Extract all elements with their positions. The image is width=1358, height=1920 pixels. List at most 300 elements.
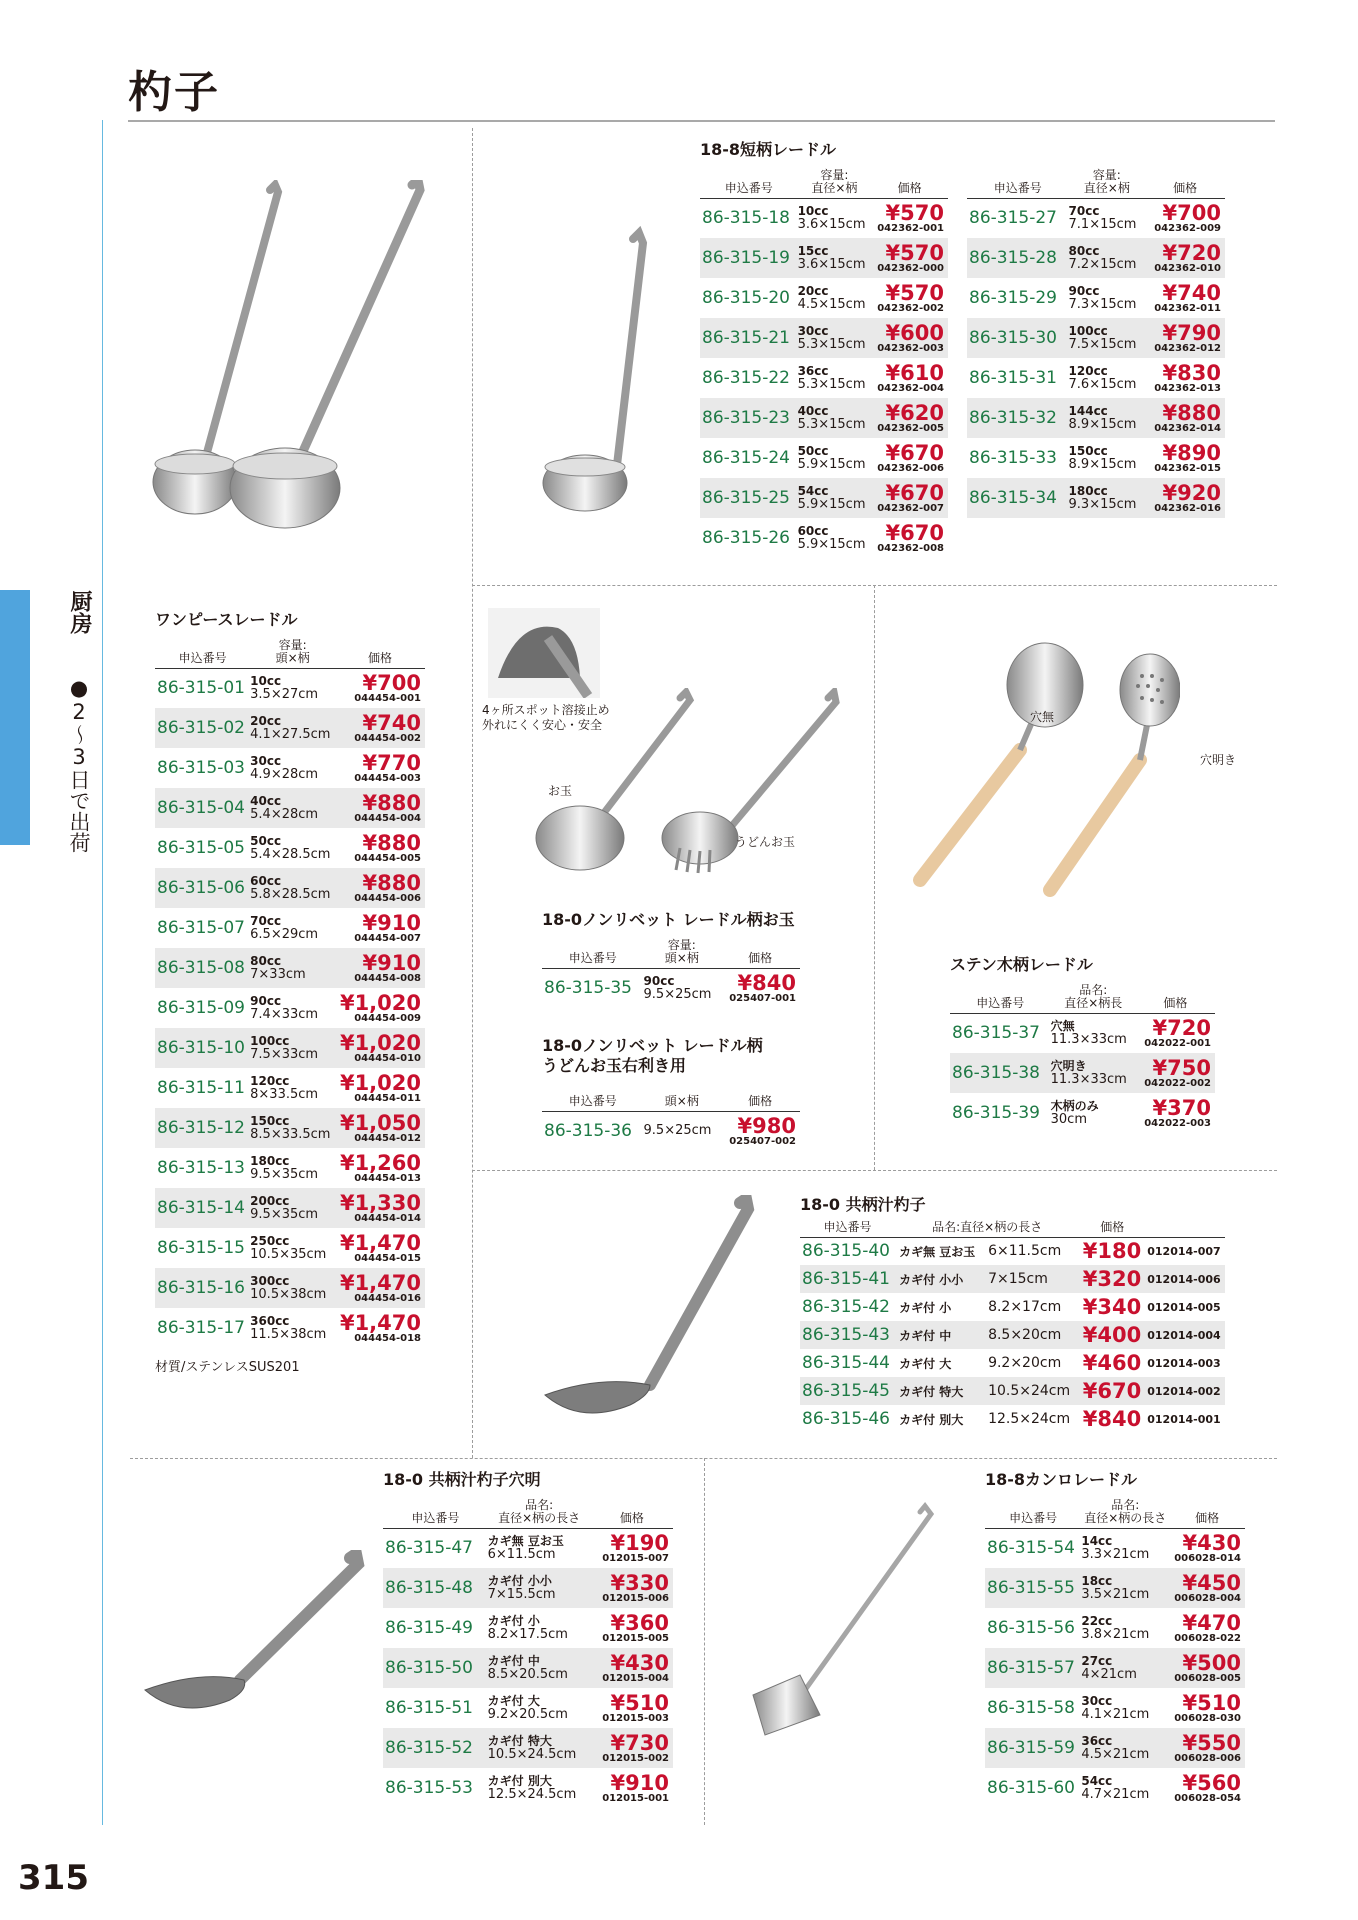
item-capacity: 150cc (1068, 444, 1108, 458)
divider (472, 128, 473, 1458)
item-product-id: 044454-002 (354, 732, 421, 744)
item-product-id: 012015-002 (602, 1752, 669, 1764)
item-product-id: 012014-006 (1145, 1265, 1225, 1293)
item-price: ¥1,020 (339, 990, 421, 1015)
item-price-cell (871, 518, 948, 558)
short-ladle-table-left (700, 162, 948, 558)
item-capacity: カギ付 小 (487, 1614, 540, 1628)
table-row (967, 478, 1225, 518)
table-row (155, 908, 425, 948)
item-code: 86-315-45 (800, 1377, 895, 1405)
item-dimensions: 7.2×15cm (1068, 257, 1137, 272)
item-price-cell (1169, 1568, 1245, 1608)
table-row (155, 1028, 425, 1068)
item-capacity: 80cc (250, 954, 282, 968)
item-dimensions: 8.5×20cm (984, 1321, 1079, 1349)
item-dimensions: 7.4×33cm (250, 1007, 319, 1022)
item-spec (1081, 1648, 1169, 1688)
item-dimensions: 6×11.5cm (487, 1547, 556, 1563)
item-capacity: 90cc (250, 994, 282, 1008)
item-product-id: 044454-013 (354, 1172, 421, 1184)
item-dimensions: 7.5×33cm (250, 1047, 319, 1062)
item-capacity: 穴無 (1050, 1019, 1075, 1034)
item-price: ¥430 (1182, 1530, 1241, 1555)
item-capacity: 10cc (797, 204, 829, 219)
item-spec (250, 988, 335, 1028)
item-code: 86-315-30 (967, 318, 1069, 358)
wood-ladles-image (910, 640, 1180, 900)
table-row (155, 828, 425, 868)
item-price-cell (1136, 1053, 1215, 1093)
spot-weld-callout: 4ヶ所スポット溶接止め 外れにくく安心・安全 (482, 703, 610, 732)
item-code: 86-315-56 (987, 1618, 1075, 1638)
spot-weld-closeup-image (488, 608, 600, 698)
item-dimensions: 9.3×15cm (1068, 497, 1137, 512)
column-header: 申込番号 (800, 1215, 895, 1237)
item-capacity: 54cc (1081, 1774, 1113, 1788)
item-capacity: 木柄のみ (1050, 1099, 1099, 1113)
item-dimensions: 12.5×24.5cm (487, 1787, 577, 1802)
table-row (985, 1568, 1245, 1608)
item-price-cell (871, 478, 948, 518)
item-dimensions: 5.9×15cm (797, 537, 866, 552)
item-dimensions: 8.9×15cm (1068, 417, 1137, 432)
item-price: ¥600 (885, 320, 944, 345)
item-dimensions: 3.5×27cm (250, 687, 319, 703)
item-capacity: 40cc (250, 794, 282, 808)
item-spec (798, 238, 872, 278)
item-code: 86-315-29 (969, 288, 1057, 308)
item-dimensions: 4×21cm (1081, 1667, 1137, 1682)
item-product-id: 044454-005 (354, 852, 421, 864)
item-code: 86-315-08 (155, 948, 250, 988)
item-spec (250, 1268, 335, 1308)
item-dimensions: 3.6×15cm (797, 257, 866, 272)
item-code: 86-315-43 (800, 1321, 895, 1349)
item-price-cell (335, 1108, 425, 1148)
table-row (950, 1093, 1215, 1133)
table-row (985, 1528, 1245, 1568)
column-header: 品名: 直径×柄の長さ (488, 1492, 591, 1528)
item-code: 86-315-52 (383, 1728, 488, 1768)
item-price-cell (871, 438, 948, 478)
item-code: 86-315-31 (969, 368, 1057, 388)
item-code: 86-315-37 (952, 1023, 1040, 1044)
item-product-id: 012015-003 (602, 1712, 669, 1724)
item-dimensions: 4.9×28cm (250, 767, 319, 782)
column-header: 申込番号 (950, 977, 1051, 1013)
item-price-cell (1145, 398, 1225, 438)
item-price-cell (335, 748, 425, 788)
item-price-cell (871, 238, 948, 278)
item-capacity: 穴明き (1050, 1059, 1087, 1073)
item-product-id: 006028-006 (1174, 1752, 1241, 1764)
item-code: 86-315-60 (987, 1778, 1075, 1798)
item-product-id: 012014-004 (1145, 1321, 1225, 1349)
item-code: 86-315-13 (157, 1158, 245, 1178)
table-row (967, 238, 1225, 278)
item-code: 86-315-28 (967, 238, 1069, 278)
item-capacity: 36cc (797, 364, 829, 378)
table-row (700, 398, 948, 438)
table-row (542, 968, 800, 1008)
item-price-cell (591, 1608, 673, 1648)
item-dimensions: 9.5×25cm (643, 1123, 712, 1139)
nonrivet-udon-title: 18-0ノンリベット レードル柄 うどんお玉右利き用 (542, 1036, 763, 1075)
item-spec (488, 1568, 591, 1608)
short-ladle-table-right (967, 162, 1225, 518)
item-price-cell (871, 318, 948, 358)
item-product-id: 012015-001 (602, 1792, 669, 1804)
table-row (383, 1728, 673, 1768)
item-price: ¥730 (610, 1730, 669, 1755)
item-dimensions: 12.5×24cm (988, 1411, 1071, 1427)
item-price: ¥920 (1162, 480, 1221, 505)
item-product-id: 006028-005 (1174, 1672, 1241, 1684)
item-product-id: 042362-000 (877, 262, 944, 274)
item-price-cell (335, 828, 425, 868)
column-header: 容量: 頭×柄 (644, 932, 721, 968)
item-dimensions: 6.5×29cm (250, 927, 319, 942)
item-code: 86-315-34 (967, 478, 1069, 518)
item-dimensions: 10.5×24cm (984, 1377, 1079, 1405)
column-header: 申込番号 (985, 1492, 1081, 1528)
item-capacity: 20cc (797, 284, 829, 298)
item-price-cell (1145, 478, 1225, 518)
table-row (985, 1608, 1245, 1648)
column-header: 頭×柄 (644, 1075, 721, 1111)
item-price: ¥570 (885, 200, 944, 225)
table-row (155, 788, 425, 828)
column-header: 申込番号 (967, 162, 1069, 198)
item-product-id: 044454-006 (354, 892, 421, 904)
item-product-id: 044454-003 (354, 772, 421, 784)
item-price-cell (335, 668, 425, 708)
column-header (1145, 1215, 1225, 1237)
item-dimensions: 3.5×21cm (1081, 1587, 1150, 1602)
item-dimensions: 7×15cm (984, 1265, 1079, 1293)
item-price: ¥790 (1162, 320, 1221, 345)
item-price-cell (871, 358, 948, 398)
item-spec (1069, 238, 1146, 278)
column-header: 価格 (591, 1492, 673, 1528)
item-dimensions: 8×33.5cm (250, 1087, 319, 1102)
table-row (800, 1349, 1225, 1377)
item-price: ¥190 (610, 1530, 669, 1555)
item-product-id: 042362-011 (1154, 302, 1221, 314)
divider (472, 1170, 1277, 1171)
item-product-id: 012015-007 (602, 1552, 669, 1564)
kanro-ladle-title: 18-8カンロレードル (985, 1470, 1138, 1489)
item-code: 86-315-04 (155, 788, 250, 828)
material-note: 材質/ステンレスSUS201 (155, 1360, 300, 1375)
otama-label: お玉 (548, 784, 573, 798)
table-row (155, 988, 425, 1028)
item-product-id: 042362-006 (877, 462, 944, 474)
item-price: ¥570 (885, 280, 944, 305)
item-product-id: 044454-004 (354, 812, 421, 824)
item-code: 86-315-02 (155, 708, 250, 748)
table-row (383, 1568, 673, 1608)
item-dimensions: 9.2×20cm (988, 1355, 1062, 1371)
item-capacity: 30cc (797, 324, 829, 338)
item-price: ¥880 (362, 830, 421, 855)
item-spec (798, 198, 872, 238)
item-spec (1081, 1528, 1169, 1568)
item-name: カギ無 豆お玉 (899, 1244, 976, 1259)
item-product-id: 044454-014 (354, 1212, 421, 1224)
item-spec (250, 828, 335, 868)
item-capacity: 80cc (1068, 244, 1100, 258)
item-spec (250, 788, 335, 828)
item-capacity: 14cc (1081, 1534, 1113, 1549)
item-spec (250, 948, 335, 988)
table-row (950, 1013, 1215, 1053)
item-capacity: カギ付 大 (487, 1694, 540, 1708)
item-product-id: 042022-001 (1144, 1037, 1211, 1049)
item-dimensions: 10.5×35cm (250, 1247, 327, 1262)
item-dimensions: 7.6×15cm (1068, 377, 1137, 392)
item-price-cell (1079, 1377, 1145, 1405)
table-row (967, 318, 1225, 358)
item-code: 86-315-05 (157, 838, 245, 858)
table-header-row (542, 932, 800, 968)
item-price: ¥1,260 (339, 1150, 421, 1175)
item-capacity: カギ無 豆お玉 (487, 1534, 564, 1549)
item-capacity: 40cc (797, 404, 829, 418)
item-capacity: カギ付 別大 (487, 1774, 552, 1788)
item-dimensions: 10.5×24.5cm (487, 1747, 577, 1762)
item-capacity: 30cc (1081, 1694, 1113, 1708)
column-header: 価格 (1079, 1215, 1145, 1237)
table-row (985, 1688, 1245, 1728)
item-code: 86-315-25 (700, 478, 798, 518)
item-price: ¥610 (885, 360, 944, 385)
column-header: 容量: 直径×柄 (798, 162, 872, 198)
item-code: 86-315-38 (950, 1053, 1051, 1093)
item-code: 86-315-24 (702, 448, 790, 468)
item-code: 86-315-46 (802, 1409, 890, 1429)
item-code: 86-315-55 (985, 1568, 1081, 1608)
ladle-pair-image (150, 180, 450, 540)
item-dimensions: 6×11.5cm (988, 1243, 1062, 1260)
item-code: 86-315-07 (157, 918, 245, 938)
item-price-cell (335, 1228, 425, 1268)
item-spec (1069, 318, 1146, 358)
plain-label: 穴無 (1030, 710, 1055, 724)
item-code: 86-315-44 (802, 1353, 890, 1373)
item-product-id: 042362-016 (1154, 502, 1221, 514)
item-product-id: 042022-002 (1144, 1077, 1211, 1089)
item-price: ¥670 (885, 520, 944, 545)
blue-dot-icon: ● (67, 676, 91, 700)
item-price-cell (335, 1268, 425, 1308)
item-price-cell (1079, 1405, 1145, 1433)
item-product-id: 025407-002 (729, 1135, 796, 1147)
item-code: 86-315-58 (987, 1698, 1075, 1718)
item-product-id: 025407-001 (729, 992, 796, 1004)
column-header: 申込番号 (383, 1492, 488, 1528)
item-capacity: 50cc (250, 834, 282, 848)
item-product-id: 042362-014 (1154, 422, 1221, 434)
table-row (700, 358, 948, 398)
nonrivet-otama-title: 18-0ノンリベット レードル柄お玉 (542, 910, 795, 929)
item-price: ¥510 (610, 1690, 669, 1715)
item-product-id: 042362-009 (1154, 222, 1221, 234)
item-name: カギ付 特大 (895, 1377, 984, 1405)
item-spec (488, 1688, 591, 1728)
item-dimensions: 5.9×15cm (797, 497, 866, 512)
item-capacity: 20cc (250, 714, 282, 728)
table-header-row (967, 162, 1225, 198)
item-price: ¥840 (737, 970, 796, 995)
table-header-row (985, 1492, 1245, 1528)
item-price-cell (335, 1028, 425, 1068)
table-row (700, 278, 948, 318)
item-price-cell (871, 198, 948, 238)
item-code: 86-315-51 (385, 1698, 473, 1718)
table-header-row (155, 632, 425, 668)
item-price: ¥330 (610, 1570, 669, 1595)
item-capacity: 15cc (797, 244, 829, 258)
item-capacity: 180cc (1068, 484, 1108, 498)
item-code: 86-315-09 (157, 998, 245, 1018)
item-capacity: 50cc (797, 444, 829, 458)
item-product-id: 012014-007 (1147, 1244, 1221, 1258)
item-price: ¥470 (1182, 1610, 1241, 1635)
item-capacity: 90cc (1068, 284, 1100, 298)
item-dimensions: 3.8×21cm (1081, 1627, 1150, 1642)
item-price: ¥320 (1082, 1266, 1142, 1291)
page-title: 杓子 (128, 67, 220, 118)
item-price: ¥1,330 (339, 1190, 421, 1215)
column-header: 品名:直径×柄の長さ (895, 1215, 1079, 1237)
item-dimensions: 8.5×20.5cm (487, 1667, 568, 1682)
item-spec (250, 1148, 335, 1188)
item-price-cell (591, 1728, 673, 1768)
item-capacity: 120cc (250, 1074, 290, 1088)
item-price: ¥880 (1162, 400, 1221, 425)
item-capacity: カギ付 特大 (487, 1734, 552, 1748)
category-side-tab (0, 590, 30, 845)
item-price: ¥1,020 (339, 1070, 421, 1095)
holes-label: 穴明き (1200, 753, 1237, 767)
item-price-cell (1136, 1013, 1215, 1053)
item-capacity: 22cc (1081, 1614, 1113, 1628)
item-spec (488, 1608, 591, 1648)
item-code: 86-315-23 (700, 398, 798, 438)
item-price: ¥360 (610, 1610, 669, 1635)
item-spec (798, 518, 872, 558)
kanro-ladle-table (985, 1492, 1245, 1808)
item-product-id: 044454-007 (354, 932, 421, 944)
item-capacity: 18cc (1081, 1574, 1113, 1588)
item-capacity: 180cc (250, 1154, 290, 1168)
soup-ladle-holes-title: 18-0 共柄汁杓子穴明 (383, 1470, 541, 1489)
item-spec (1051, 1013, 1136, 1053)
item-capacity: 150cc (250, 1114, 290, 1128)
item-price-cell (720, 1111, 800, 1151)
item-price-cell (591, 1568, 673, 1608)
item-spec (1081, 1688, 1169, 1728)
item-price-cell (1079, 1265, 1145, 1293)
item-price: ¥340 (1082, 1294, 1142, 1319)
item-price: ¥570 (885, 240, 944, 265)
item-spec (1069, 478, 1146, 518)
item-product-id: 042362-007 (877, 502, 944, 514)
item-dimensions: 7×33cm (250, 967, 306, 982)
item-price-cell (335, 1308, 425, 1348)
soup-ladle-holes-table (383, 1492, 673, 1808)
left-margin-line (102, 120, 103, 1825)
item-spec (250, 1188, 335, 1228)
item-code: 86-315-15 (157, 1238, 245, 1258)
item-price-cell (1079, 1293, 1145, 1321)
item-code: 86-315-49 (385, 1618, 473, 1638)
column-header: 申込番号 (700, 162, 798, 198)
column-header: 価格 (1136, 977, 1215, 1013)
item-code: 86-315-35 (544, 978, 632, 999)
table-row (700, 238, 948, 278)
wood-ladle-table (950, 977, 1215, 1133)
item-price: ¥910 (610, 1770, 669, 1795)
column-header: 申込番号 (155, 632, 250, 668)
item-spec (798, 358, 872, 398)
item-product-id: 042362-003 (877, 342, 944, 354)
short-ladle-image (535, 225, 655, 515)
item-product-id: 044454-015 (354, 1252, 421, 1264)
item-capacity: 30cc (250, 754, 282, 768)
column-header: 容量: 直径×柄 (1069, 162, 1146, 198)
item-spec (250, 748, 335, 788)
item-dimensions: 4.5×15cm (797, 297, 866, 312)
item-product-id: 006028-004 (1174, 1592, 1241, 1604)
item-price-cell (1136, 1093, 1215, 1133)
item-price-cell (335, 988, 425, 1028)
item-price-cell (335, 948, 425, 988)
item-code: 86-315-12 (155, 1108, 250, 1148)
column-header: 申込番号 (542, 1075, 644, 1111)
item-price: ¥500 (1182, 1650, 1241, 1675)
item-code: 86-315-32 (967, 398, 1069, 438)
table-row (383, 1648, 673, 1688)
item-dimensions: 9.2×20.5cm (487, 1707, 568, 1722)
item-code: 86-315-03 (157, 758, 245, 778)
item-dimensions: 10.5×38cm (250, 1287, 327, 1302)
item-dimensions: 5.3×15cm (797, 337, 866, 352)
item-code: 86-315-26 (702, 528, 790, 548)
item-price-cell (1169, 1728, 1245, 1768)
item-spec (250, 1068, 335, 1108)
item-capacity: 100cc (1068, 324, 1108, 338)
item-price: ¥720 (1152, 1015, 1211, 1040)
item-spec (250, 668, 335, 708)
item-price-cell (1145, 438, 1225, 478)
item-price: ¥840 (1082, 1406, 1142, 1431)
item-dimensions: 11.5×38cm (250, 1327, 327, 1342)
item-price: ¥830 (1162, 360, 1221, 385)
item-product-id: 006028-054 (1174, 1792, 1241, 1804)
udon-otama-label: うどんお玉 (735, 835, 796, 849)
item-price: ¥700 (362, 670, 421, 695)
item-price: ¥430 (610, 1650, 669, 1675)
item-code: 86-315-59 (985, 1728, 1081, 1768)
item-price: ¥1,020 (339, 1030, 421, 1055)
item-price-cell (1145, 318, 1225, 358)
item-spec (1069, 398, 1146, 438)
table-row (383, 1608, 673, 1648)
item-code: 86-315-18 (702, 208, 790, 229)
